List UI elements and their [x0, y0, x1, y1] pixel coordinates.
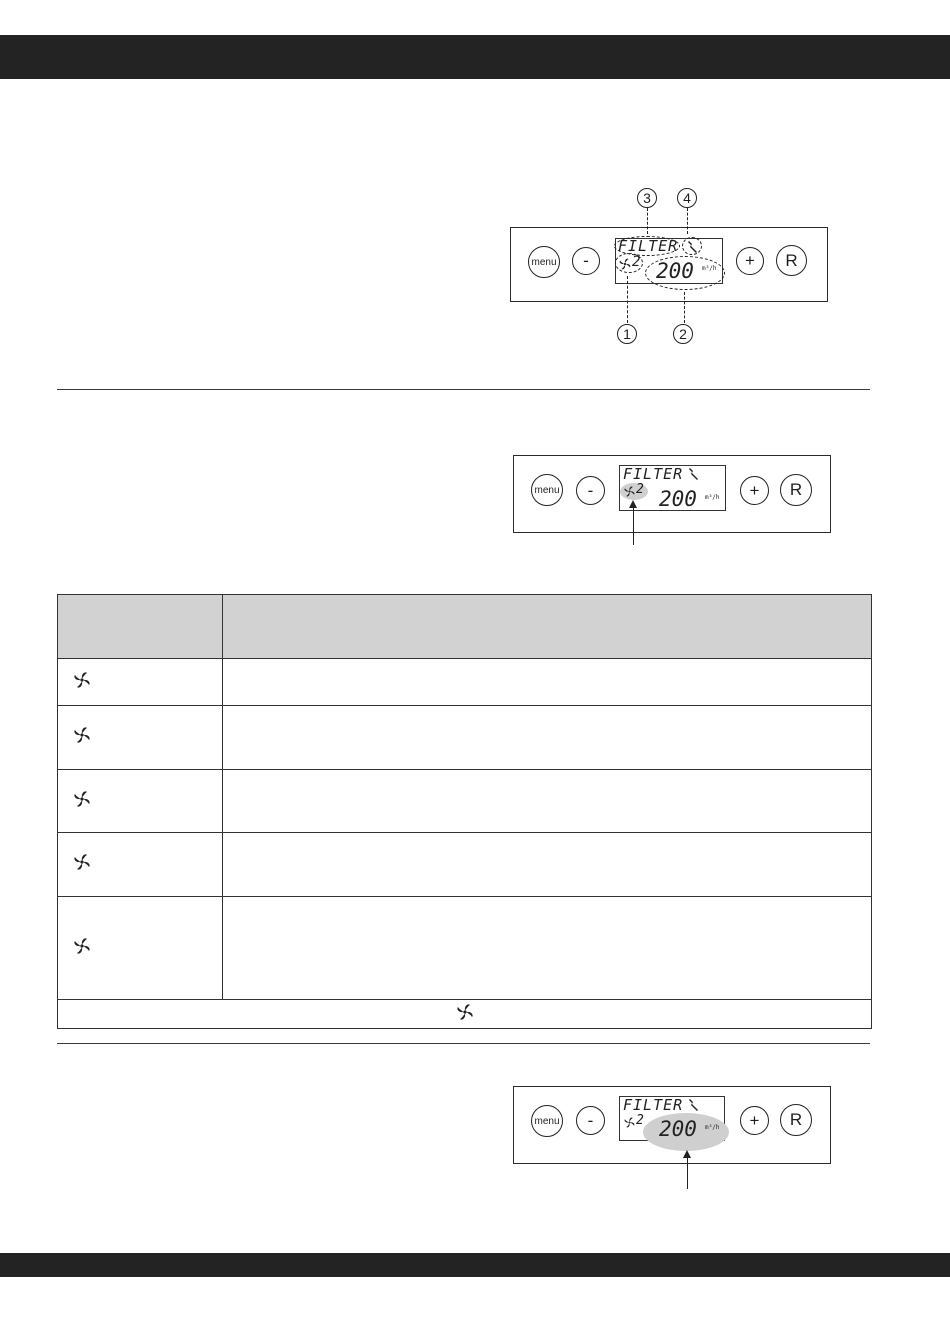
callout-2: 2: [673, 324, 693, 344]
plus-button[interactable]: +: [740, 1106, 769, 1135]
callout-ring-4: [682, 237, 702, 255]
minus-button[interactable]: -: [576, 476, 605, 505]
flow-value: 200: [659, 1117, 697, 1141]
table-cell-text: [223, 706, 872, 770]
table-cell-icon: [58, 659, 223, 706]
reset-button[interactable]: R: [780, 474, 812, 506]
table-cell-text: [223, 833, 872, 897]
pointer-line: [633, 507, 634, 545]
fan-icon: [72, 852, 92, 872]
table-cell-icon: [58, 770, 223, 833]
table-header-col2: [223, 595, 872, 659]
display-text: FILTER: [623, 1096, 684, 1114]
table-cell-icon: [58, 833, 223, 897]
fan-level: 2: [636, 482, 644, 497]
plus-button[interactable]: +: [736, 247, 764, 275]
flow-value: 200: [656, 259, 694, 283]
callout-ring-2: [645, 256, 725, 290]
bottom-bar: [0, 1253, 950, 1277]
table-cell-icon: [58, 706, 223, 770]
reset-button[interactable]: R: [780, 1104, 812, 1136]
table-cell-text: [223, 897, 872, 1000]
wrench-icon: [687, 1099, 699, 1113]
leader-3: [647, 208, 648, 234]
table-row: [58, 659, 872, 706]
plus-button[interactable]: +: [740, 476, 769, 505]
divider: [57, 389, 870, 390]
fan-icon: [72, 789, 92, 809]
menu-button[interactable]: menu: [528, 246, 560, 278]
fan-icon: [72, 936, 92, 956]
fan-icon: [72, 670, 92, 690]
fan-modes-table: [57, 594, 872, 1029]
callout-3: 3: [637, 188, 657, 208]
table-header-col1: [58, 595, 223, 659]
table-header-row: [58, 595, 872, 659]
table-cell-text: [223, 659, 872, 706]
table-footer-row: [58, 1000, 872, 1029]
top-bar: [0, 35, 950, 79]
minus-button[interactable]: -: [572, 247, 600, 275]
table-row: [58, 897, 872, 1000]
menu-button[interactable]: menu: [531, 1105, 563, 1137]
leader-4: [687, 208, 688, 234]
table-footer-cell: [58, 1000, 872, 1029]
flow-value: 200: [659, 487, 697, 511]
wrench-icon: [687, 468, 699, 482]
table-row: [58, 770, 872, 833]
fan-icon: [623, 1116, 636, 1129]
reset-button[interactable]: R: [776, 245, 807, 276]
flow-unit: m³/h: [705, 1124, 720, 1131]
fan-level: 2: [632, 254, 641, 270]
callout-4: 4: [677, 188, 697, 208]
callout-ring-1: [615, 253, 643, 273]
display-text: FILTER: [618, 237, 679, 255]
fan-icon: [455, 1002, 475, 1022]
minus-button[interactable]: -: [576, 1106, 605, 1135]
display-text: FILTER: [623, 465, 684, 483]
leader-1: [627, 276, 628, 323]
divider: [57, 1043, 870, 1044]
pointer-line: [687, 1157, 688, 1189]
flow-unit: m³/h: [705, 494, 720, 501]
menu-button[interactable]: menu: [531, 474, 563, 506]
fan-icon: [72, 725, 92, 745]
table-row: [58, 706, 872, 770]
fan-level: 2: [636, 1113, 644, 1128]
table-cell-text: [223, 770, 872, 833]
table-cell-icon: [58, 897, 223, 1000]
flow-unit: m³/h: [702, 265, 717, 272]
fan-icon: [623, 485, 636, 498]
callout-1: 1: [617, 324, 637, 344]
table-row: [58, 833, 872, 897]
leader-2: [684, 292, 685, 323]
